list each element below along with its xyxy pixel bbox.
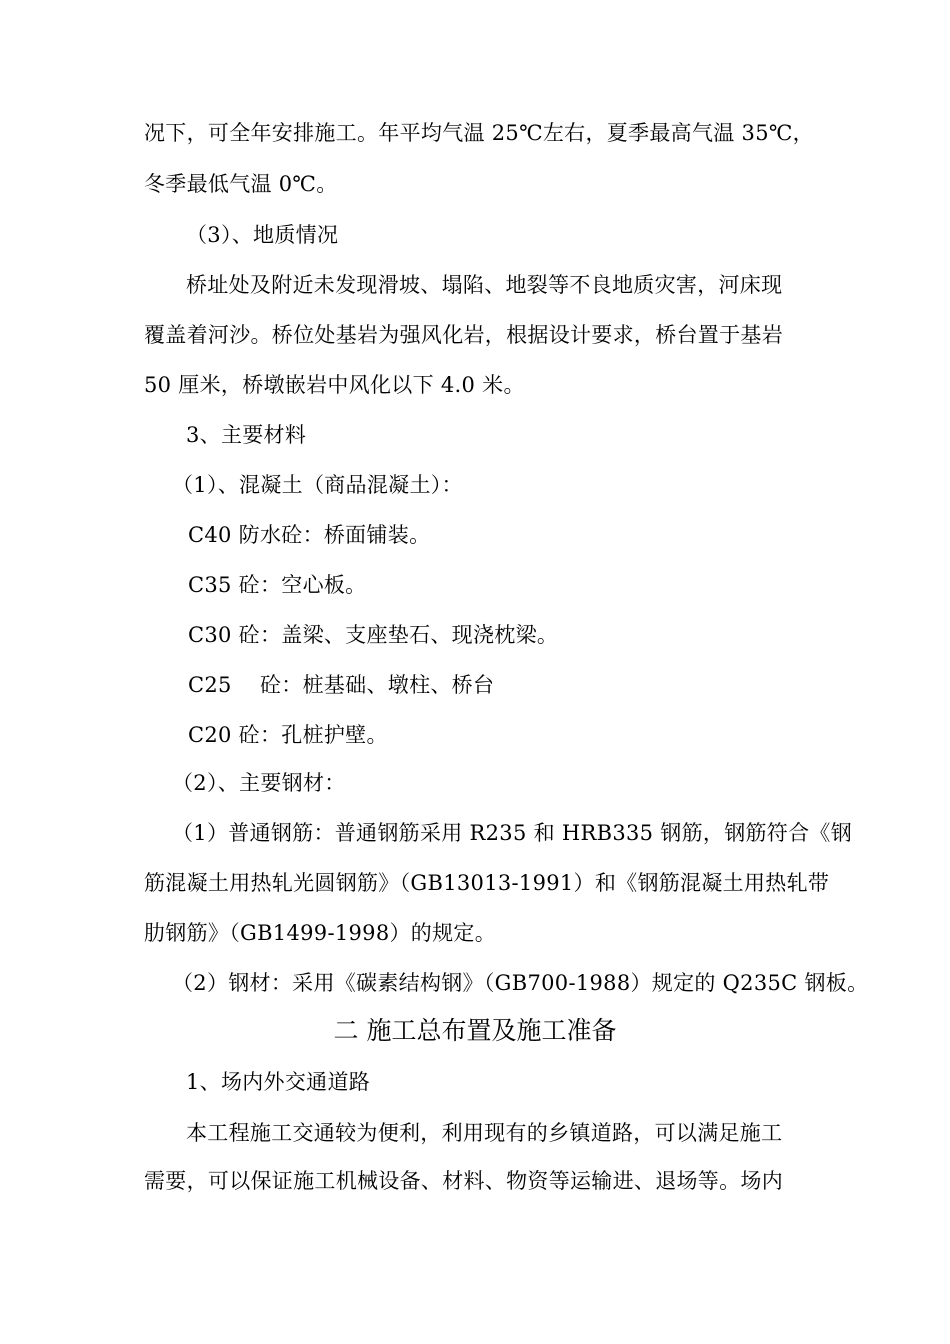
list-item: C40 防水砼：桥面铺装。: [188, 523, 431, 547]
list-item: C35 砼：空心板。: [188, 573, 367, 597]
list-item: C25 砼：桩基础、墩柱、桥台: [188, 673, 495, 697]
subsection-title: 3、主要材料: [186, 423, 307, 447]
subsection-title: （3）、地质情况: [186, 223, 339, 247]
list-item: C20 砼：孔桩护壁。: [188, 723, 388, 747]
text-line: 本工程施工交通较为便利，利用现有的乡镇道路，可以满足施工: [186, 1121, 783, 1145]
text-line: （1）普通钢筋：普通钢筋采用 R235 和 HRB335 钢筋，钢筋符合《钢: [172, 821, 852, 845]
list-item: C30 砼：盖梁、支座垫石、现浇枕梁。: [188, 623, 559, 647]
text-line: 筋混凝土用热轧光圆钢筋》（GB13013-1991）和《钢筋混凝土用热轧带: [144, 871, 830, 895]
section-heading: 二 施工总布置及施工准备: [333, 1016, 617, 1045]
text-line: 冬季最低气温 0℃。: [144, 172, 338, 196]
text-line: 肋钢筋》（GB1499-1998）的规定。: [144, 921, 496, 945]
text-line: 覆盖着河沙。桥位处基岩为强风化岩，根据设计要求，桥台置于基岩: [144, 323, 783, 347]
list-heading: （1）、混凝土（商品混凝土）：: [172, 473, 463, 497]
text-line: （2）钢材：采用《碳素结构钢》（GB700-1988）规定的 Q235C 钢板。: [172, 971, 869, 995]
list-heading: （2）、主要钢材：: [172, 771, 346, 795]
text-line: 桥址处及附近未发现滑坡、塌陷、地裂等不良地质灾害，河床现: [186, 273, 783, 297]
text-line: 况下，可全年安排施工。年平均气温 25℃左右，夏季最高气温 35℃，: [144, 121, 814, 145]
subsection-title: 1、场内外交通道路: [186, 1070, 371, 1094]
text-line: 50 厘米，桥墩嵌岩中风化以下 4.0 米。: [144, 373, 525, 397]
text-line: 需要，可以保证施工机械设备、材料、物资等运输进、退场等。场内: [144, 1169, 783, 1193]
